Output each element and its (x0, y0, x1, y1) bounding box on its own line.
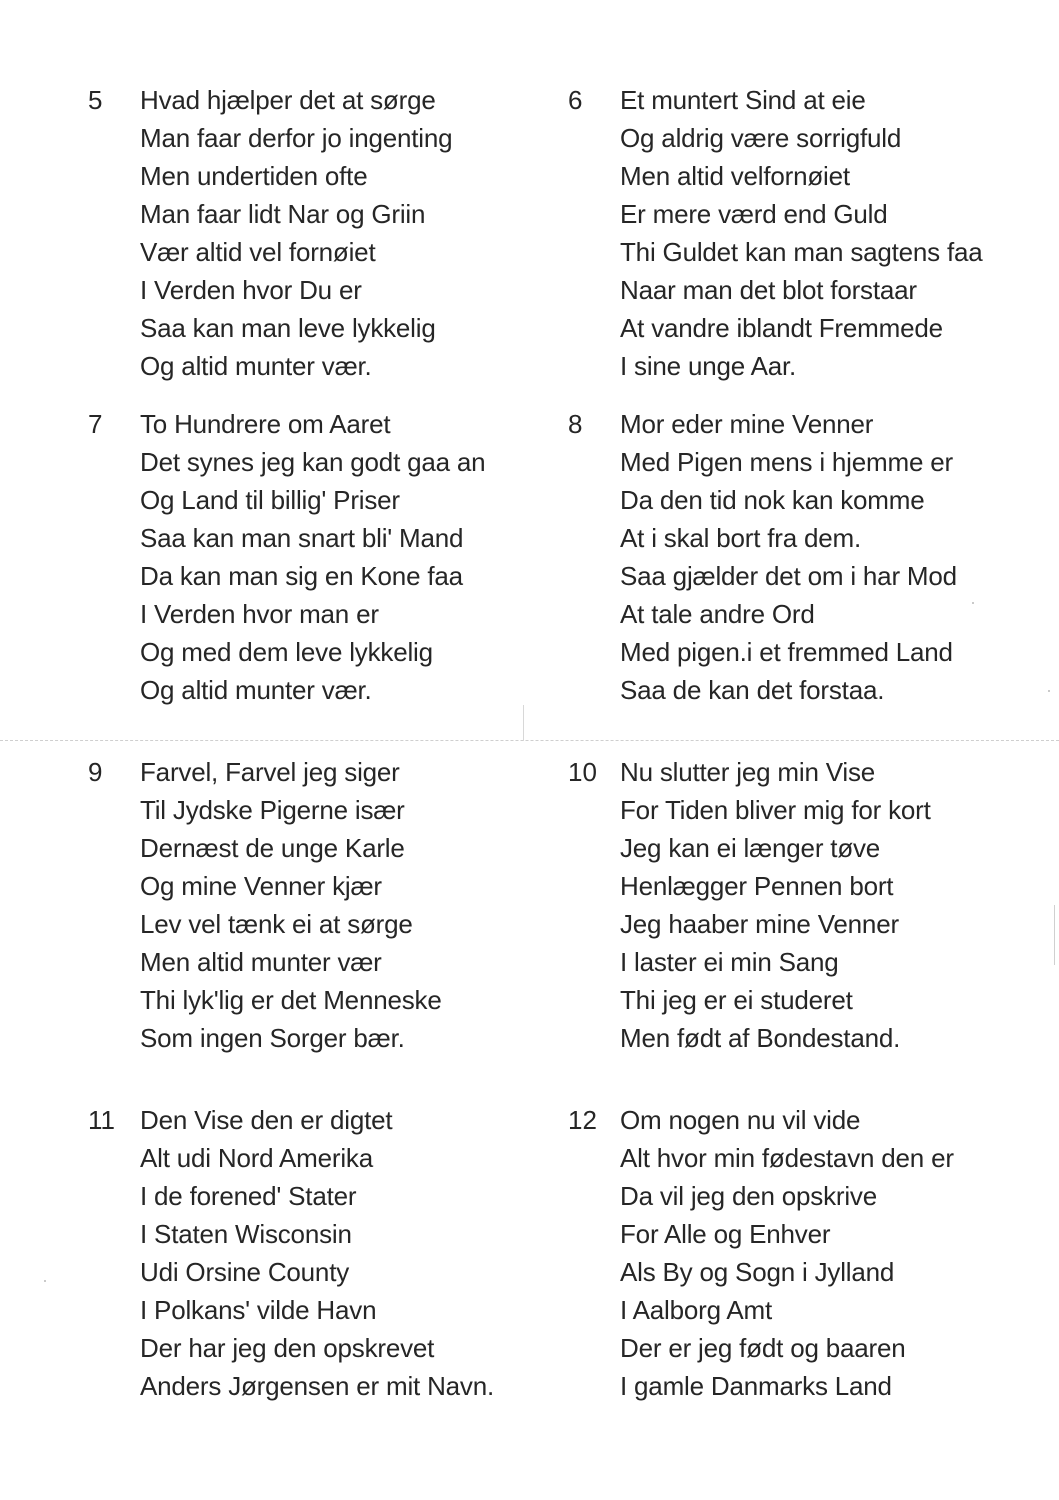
verse-line: Saa kan man snart bli' Mand (140, 523, 464, 553)
verse-line: For Tiden bliver mig for kort (620, 795, 931, 825)
scan-edge-mark (1054, 905, 1055, 965)
verse-number: 10 (568, 757, 597, 787)
verse-line: I Polkans' vilde Havn (140, 1295, 377, 1325)
verse-line: Og Land til billig' Priser (140, 485, 400, 515)
verse-line: Da den tid nok kan komme (620, 485, 925, 515)
verse-lines (140, 753, 442, 1057)
verse-line: Naar man det blot forstaar (620, 275, 917, 305)
verse-line: Den Vise den er digtet (140, 1105, 393, 1135)
verse-line: Men altid munter vær (140, 947, 382, 977)
verse-line: For Alle og Enhver (620, 1219, 831, 1249)
verse-line: Alt hvor min fødestavn den er (620, 1143, 954, 1173)
verse-line: Saa de kan det forstaa. (620, 675, 885, 705)
scan-speck (44, 1280, 46, 1282)
verse-line: I de forened' Stater (140, 1181, 357, 1211)
verse-line: Men altid velfornøiet (620, 161, 850, 191)
verse-line: Farvel, Farvel jeg siger (140, 757, 400, 787)
verse-line: Thi lyk'lig er det Menneske (140, 985, 442, 1015)
verse-number: 9 (88, 757, 103, 787)
verse-line: Henlægger Pennen bort (620, 871, 894, 901)
verse-line: Men født af Bondestand. (620, 1023, 901, 1053)
verse-line: Da vil jeg den opskrive (620, 1181, 877, 1211)
verse-line: At tale andre Ord (620, 599, 815, 629)
verse-line: Man faar lidt Nar og Griin (140, 199, 426, 229)
verse-line: Til Jydske Pigerne især (140, 795, 405, 825)
verse-line: Om nogen nu vil vide (620, 1105, 861, 1135)
verse-line: Hvad hjælper det at sørge (140, 85, 436, 115)
verse-line: Det synes jeg kan godt gaa an (140, 447, 486, 477)
verse-number: 6 (568, 85, 583, 115)
verse-line: I sine unge Aar. (620, 351, 797, 381)
verse-number: 12 (568, 1105, 597, 1135)
verse-line: Jeg haaber mine Venner (620, 909, 899, 939)
verse-line: Saa kan man leve lykkelig (140, 313, 436, 343)
verse-number: 7 (88, 409, 103, 439)
verse-line: Thi jeg er ei studeret (620, 985, 853, 1015)
verse-lines (140, 405, 485, 709)
verse-line: I Staten Wisconsin (140, 1219, 352, 1249)
scan-speck (972, 602, 974, 604)
verse-line: Der har jeg den opskrevet (140, 1333, 435, 1363)
verse-line: Udi Orsine County (140, 1257, 350, 1287)
verse-line: Thi Guldet kan man sagtens faa (620, 237, 983, 267)
verse-lines (620, 753, 931, 1057)
verse-line: Der er jeg født og baaren (620, 1333, 906, 1363)
verse-line: Da kan man sig en Kone faa (140, 561, 463, 591)
verse-line: Anders Jørgensen er mit Navn. (140, 1371, 495, 1401)
verse-line: Med pigen.i et fremmed Land (620, 637, 953, 667)
verse-line: Als By og Sogn i Jylland (620, 1257, 895, 1287)
verse-number: 8 (568, 409, 583, 439)
verse-line: I Aalborg Amt (620, 1295, 773, 1325)
verse-number: 11 (88, 1105, 115, 1135)
verse-line: Et muntert Sind at eie (620, 85, 866, 115)
verse-lines (620, 1101, 954, 1405)
verse-line: Alt udi Nord Amerika (140, 1143, 373, 1173)
verse-lines (140, 81, 452, 385)
verse-line: At vandre iblandt Fremmede (620, 313, 943, 343)
verse-line: Man faar derfor jo ingenting (140, 123, 453, 153)
verse-line: I gamle Danmarks Land (620, 1371, 892, 1401)
verse-line: Og mine Venner kjær (140, 871, 382, 901)
verse-line: Med Pigen mens i hjemme er (620, 447, 953, 477)
verse-line: Vær altid vel fornøiet (140, 237, 376, 267)
verse-line: At i skal bort fra dem. (620, 523, 862, 553)
scan-fold-mark (523, 705, 524, 741)
verse-line: I laster ei min Sang (620, 947, 839, 977)
verse-line: Og altid munter vær. (140, 351, 372, 381)
verse-line: I Verden hvor man er (140, 599, 379, 629)
verse-line: Jeg kan ei længer tøve (620, 833, 881, 863)
verse-line: Og altid munter vær. (140, 675, 372, 705)
verse-lines (620, 81, 983, 385)
scan-fold-line (0, 740, 1059, 741)
verse-lines (620, 405, 957, 709)
verse-line: I Verden hvor Du er (140, 275, 362, 305)
verse-line: Men undertiden ofte (140, 161, 368, 191)
verse-line: To Hundrere om Aaret (140, 409, 391, 439)
verse-line: Nu slutter jeg min Vise (620, 757, 876, 787)
verse-line: Dernæst de unge Karle (140, 833, 405, 863)
verse-line: Og aldrig være sorrigfuld (620, 123, 902, 153)
verse-line: Er mere værd end Guld (620, 199, 888, 229)
verse-line: Som ingen Sorger bær. (140, 1023, 405, 1053)
verse-line: Mor eder mine Venner (620, 409, 874, 439)
verse-lines (140, 1101, 494, 1405)
verse-number: 5 (88, 85, 103, 115)
verse-line: Lev vel tænk ei at sørge (140, 909, 413, 939)
verse-line: Og med dem leve lykkelig (140, 637, 433, 667)
scan-speck (1048, 690, 1050, 692)
verse-line: Saa gjælder det om i har Mod (620, 561, 957, 591)
